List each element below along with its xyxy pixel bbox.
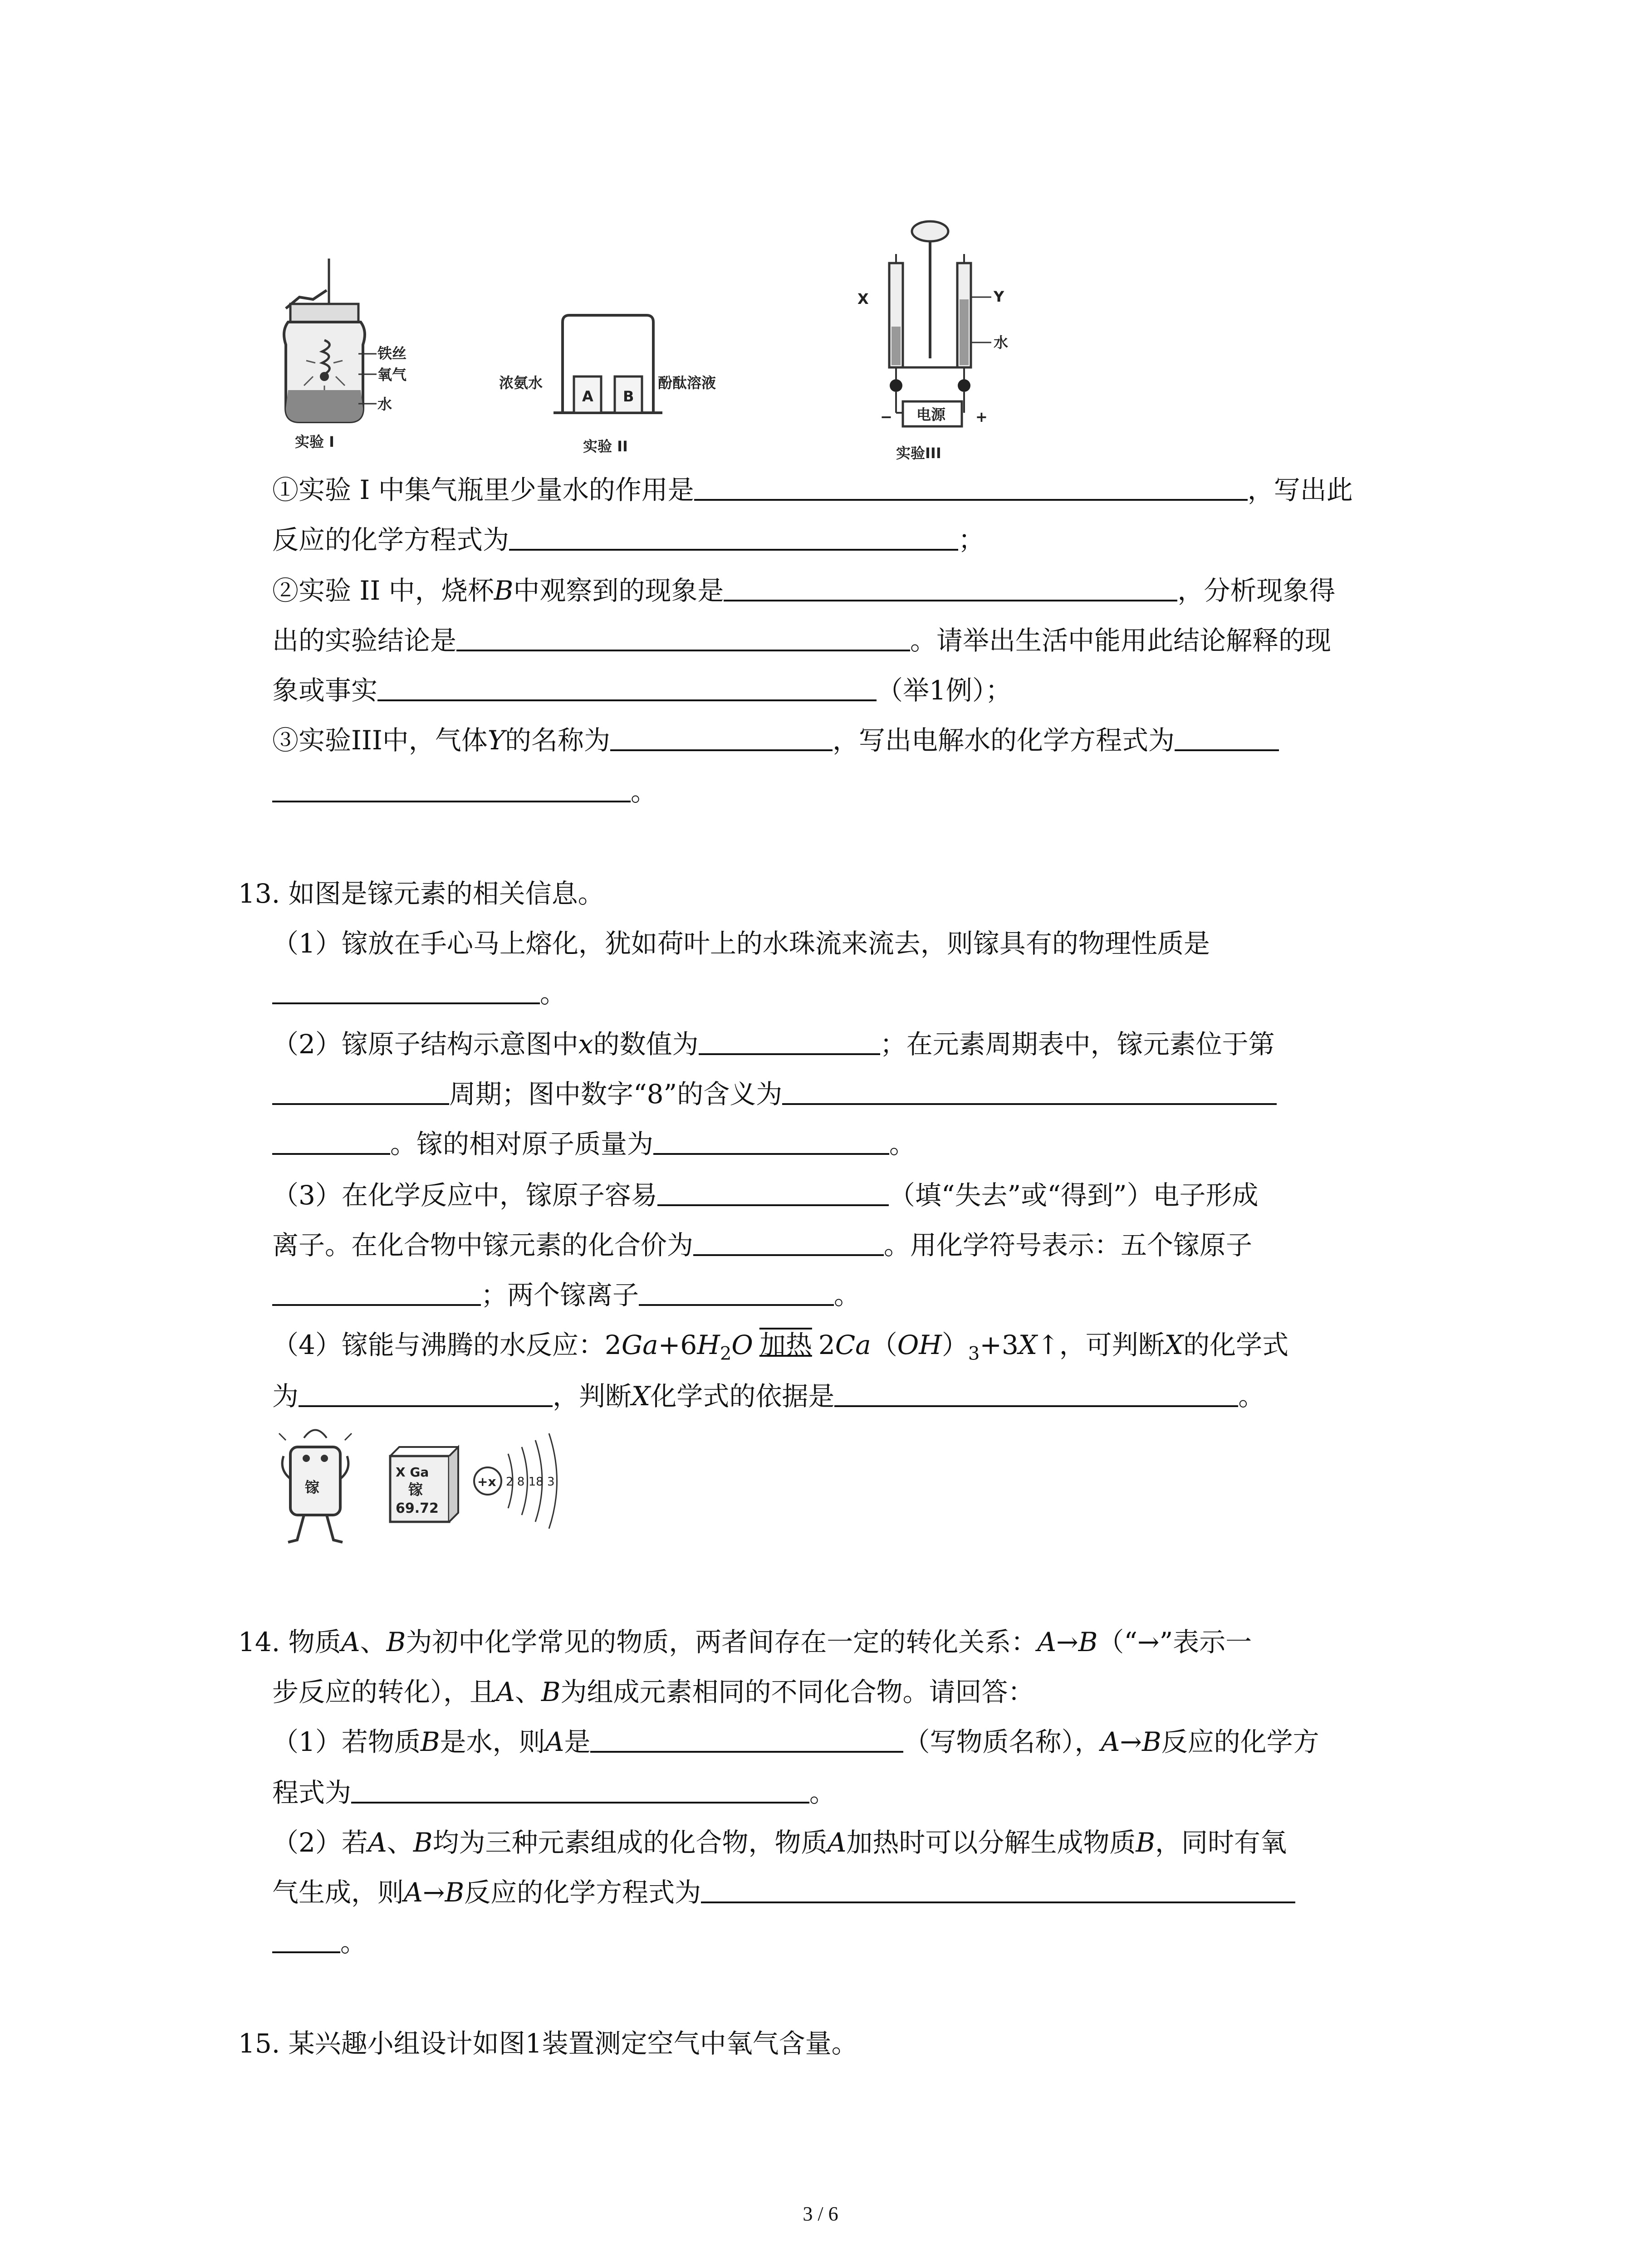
reaction-equation: $2Ga+6H_2O$ 加热 $2Ca(OH)_3+3X↑$ [604, 1330, 1059, 1364]
answer-blank[interactable] [509, 523, 958, 551]
cartoon-label: 镓 [305, 1479, 320, 1496]
q13-part2-line1: （2）镓原子结构示意图中x的数值为 ；在元素周期表中，镓元素位于第 [272, 1026, 1275, 1062]
nucleus-label: +x [477, 1474, 496, 1489]
experiment-3-figure [853, 213, 1016, 467]
water-label: 水 [994, 334, 1009, 351]
answer-blank[interactable] [272, 1925, 340, 1953]
gas-jar-illustration [272, 254, 422, 454]
page-number: 3 / 6 [803, 2203, 838, 2225]
q12-line-5: 象或事实 （举1例）； [272, 672, 1012, 709]
gallium-figure [277, 1420, 567, 1560]
experiment-3-caption: 实验III [896, 445, 941, 462]
q14-line-1: 14. 物质A、B为初中化学常见的物质，两者间存在一定的转化关系：A→B（“→”表示一 [238, 1627, 1252, 1657]
gas-x-label: X [857, 290, 869, 308]
minus-label: − [880, 408, 892, 425]
plus-label: + [975, 408, 988, 425]
answer-blank[interactable] [639, 1278, 834, 1306]
q14-line-3: （1）若物质B是水，则A是 （写物质名称），A→B反应的化学方 [272, 1724, 1319, 1760]
q13-part1-answer: 。 [272, 975, 566, 1012]
q12-line-7: 。 [272, 773, 657, 810]
answer-blank[interactable] [456, 623, 910, 651]
gallium-cartoon [279, 1430, 352, 1543]
atom-structure-diagram [474, 1433, 557, 1529]
label-oxygen: 氧气 [377, 366, 407, 383]
experiment-1-caption: 实验 I [295, 433, 335, 450]
answer-blank[interactable] [377, 673, 877, 701]
answer-blank[interactable] [272, 1077, 449, 1105]
card-symbol: X Ga [396, 1465, 429, 1480]
q14-line-6: 气生成，则A→B反应的化学方程式为 [272, 1874, 1295, 1911]
q13-stem: 13. 如图是镓元素的相关信息。 [238, 878, 604, 909]
answer-blank[interactable] [272, 774, 631, 802]
beaker-a-label: A [582, 388, 593, 405]
answer-blank[interactable] [299, 1379, 553, 1407]
q13-part3-line3: ；两个镓离子 。 [272, 1277, 860, 1313]
answer-blank[interactable] [1175, 723, 1279, 751]
answer-blank[interactable] [610, 723, 833, 751]
q14-line-4: 程式为 。 [272, 1774, 836, 1811]
answer-blank[interactable] [590, 1725, 903, 1753]
experiment-1-figure [272, 254, 422, 454]
answer-blank[interactable] [272, 1127, 390, 1155]
experiment-2-caption: 实验 II [583, 438, 628, 455]
answer-blank[interactable] [272, 976, 540, 1004]
q13-part3-line1: （3）在化学反应中，镓原子容易 （填“失去”或“得到”）电子形成 [272, 1177, 1259, 1213]
q12-line-1: ①实验 I 中集气瓶里少量水的作用是 ，写出此 [272, 472, 1353, 508]
periodic-table-card [390, 1447, 458, 1522]
gas-y-label: Y [994, 288, 1004, 305]
q15-stem: 15. 某兴趣小组设计如图1装置测定空气中氧气含量。 [238, 2028, 858, 2059]
q14-line-2: 步反应的转化），且A、B为组成元素相同的不同化合物。请回答： [272, 1677, 1034, 1707]
shell-electrons: 2 8 18 3 [506, 1475, 555, 1489]
q13-part3-line2: 离子。在化合物中镓元素的化合价为 。用化学符号表示：五个镓原子 [272, 1227, 1252, 1263]
q12-line-3: ②实验 II 中，烧杯B中观察到的现象是 ，分析现象得 [272, 572, 1335, 609]
label-iron-wire: 铁丝 [377, 345, 407, 362]
label-phenolphthalein: 酚酞溶液 [658, 374, 716, 391]
answer-blank[interactable] [724, 573, 1177, 601]
q13-part4-line1: （4）镓能与沸腾的水反应：$2Ga+6H_2O$ 加热 $2Ca(OH)_3+3X↑$，可判断X的化学式 [272, 1330, 1289, 1364]
beaker-b-label: B [623, 388, 634, 405]
answer-blank[interactable] [834, 1379, 1238, 1407]
answer-blank[interactable] [351, 1775, 809, 1804]
answer-blank[interactable] [701, 1875, 1295, 1903]
q12-line-6: ③实验III中，气体Y的名称为 ，写出电解水的化学方程式为 [272, 722, 1279, 758]
q13-part2-line2: 周期；图中数字“8”的含义为 [272, 1076, 1277, 1112]
label-water: 水 [377, 396, 392, 413]
answer-blank[interactable] [653, 1127, 889, 1155]
answer-blank[interactable] [782, 1077, 1277, 1105]
answer-blank[interactable] [272, 1278, 481, 1306]
card-mass: 69.72 [396, 1501, 439, 1516]
q12-line-4: 出的实验结论是 。请举出生活中能用此结论解释的现 [272, 622, 1331, 659]
answer-blank[interactable] [694, 473, 1248, 501]
answer-blank[interactable] [657, 1178, 889, 1206]
answer-blank[interactable] [693, 1228, 884, 1256]
q14-line-7: 。 [272, 1924, 367, 1960]
power-label: 电源 [916, 406, 946, 423]
q13-part2-line3: 。镓的相对原子质量为 。 [272, 1126, 916, 1162]
q14-line-5: （2）若A、B均为三种元素组成的化合物，物质A加热时可以分解生成物质B，同时有氧 [272, 1827, 1287, 1858]
card-name: 镓 [408, 1481, 423, 1498]
q13-part1: （1）镓放在手心马上熔化，犹如荷叶上的水珠流来流去，则镓具有的物理性质是 [272, 928, 1210, 959]
q12-line-2: 反应的化学方程式为 ； [272, 522, 985, 558]
answer-blank[interactable] [699, 1027, 880, 1055]
label-ammonia: 浓氨水 [499, 374, 543, 391]
q13-part4-line2: 为 ，判断X化学式的依据是 。 [272, 1378, 1264, 1414]
experiment-2-figure [495, 308, 749, 458]
